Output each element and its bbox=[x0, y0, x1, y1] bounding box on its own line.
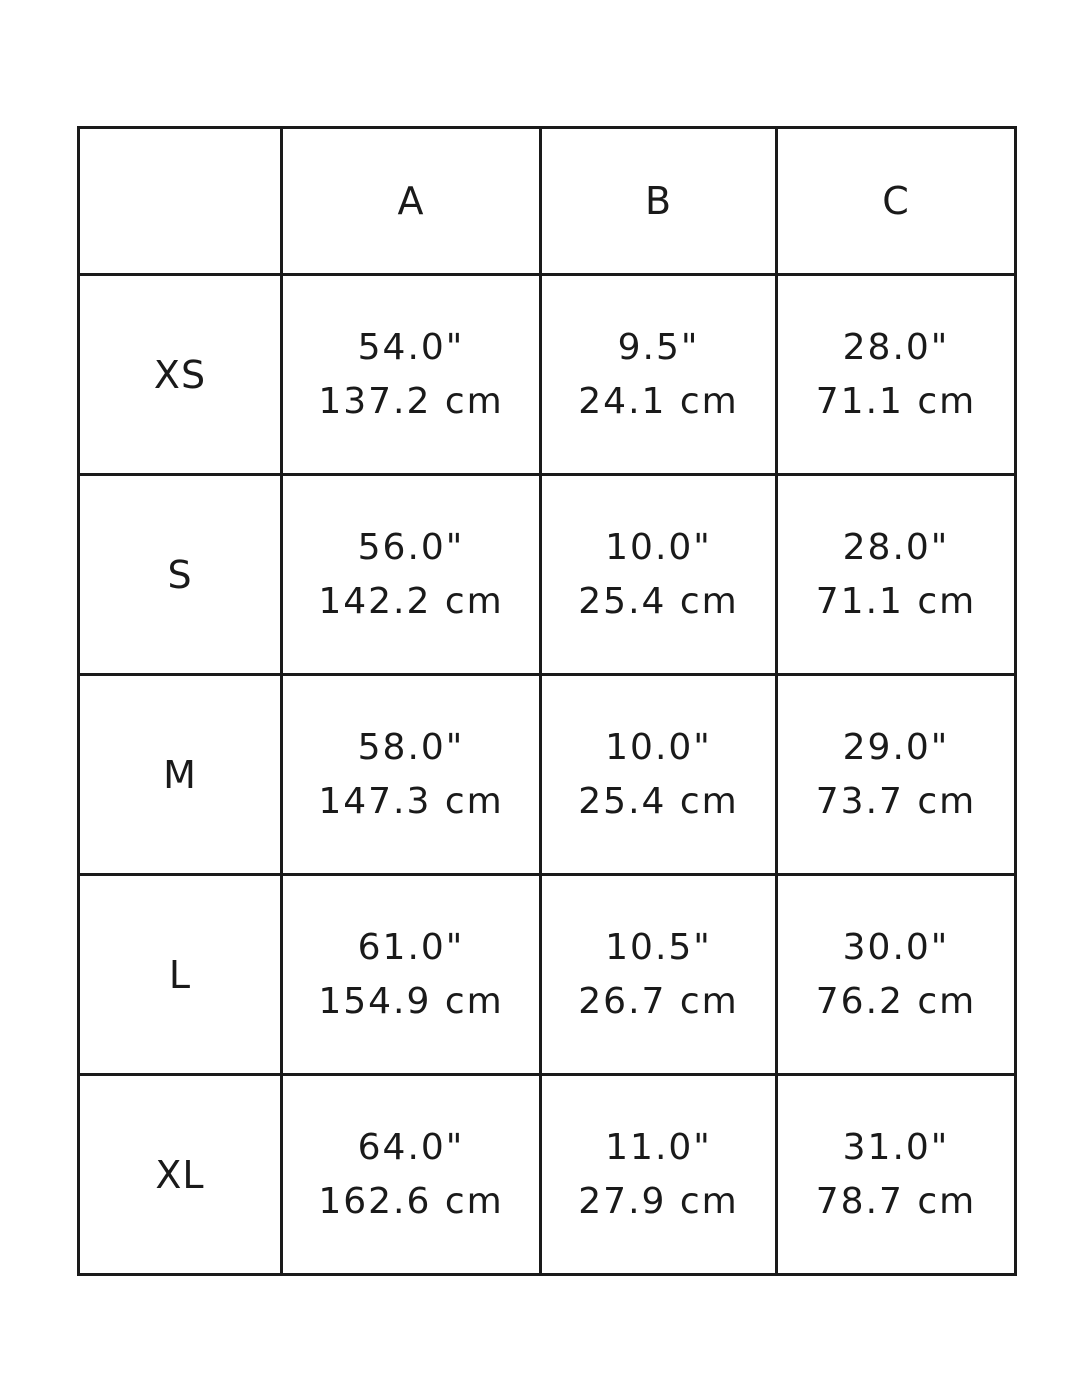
measurement-cell bbox=[282, 675, 541, 875]
size-label: L bbox=[168, 952, 192, 997]
measurement-cell bbox=[282, 475, 541, 675]
cm-value: 154.9 cm bbox=[318, 980, 504, 1022]
measurement-cell bbox=[541, 675, 777, 875]
size-label: S bbox=[167, 552, 193, 597]
measurement-cell bbox=[777, 275, 1016, 475]
cm-value: 76.2 cm bbox=[815, 980, 977, 1022]
cm-value: 25.4 cm bbox=[578, 580, 739, 622]
measurement-cell bbox=[541, 1075, 777, 1275]
size-cell bbox=[79, 675, 282, 875]
cm-value: 27.9 cm bbox=[578, 1180, 739, 1222]
header-row bbox=[79, 128, 1016, 275]
size-cell bbox=[79, 1075, 282, 1275]
inch-value: 61.0" bbox=[357, 926, 465, 968]
corner-cell bbox=[79, 128, 282, 275]
measurement-cell bbox=[282, 275, 541, 475]
column-header-label: B bbox=[644, 179, 673, 223]
inch-value: 56.0" bbox=[357, 526, 465, 568]
measurement-cell bbox=[541, 475, 777, 675]
measurement-cell bbox=[541, 875, 777, 1075]
cm-value: 24.1 cm bbox=[578, 380, 739, 422]
cm-value: 25.4 cm bbox=[578, 780, 739, 822]
cm-value: 26.7 cm bbox=[578, 980, 739, 1022]
column-header-label: C bbox=[882, 179, 910, 223]
measurement-cell bbox=[282, 1075, 541, 1275]
inch-value: 28.0" bbox=[842, 326, 950, 368]
cm-value: 147.3 cm bbox=[318, 780, 504, 822]
column-header-a bbox=[282, 128, 541, 275]
measurement-cell bbox=[777, 675, 1016, 875]
inch-value: 9.5" bbox=[617, 326, 700, 368]
inch-value: 30.0" bbox=[842, 926, 950, 968]
inch-value: 54.0" bbox=[357, 326, 465, 368]
measurement-cell bbox=[282, 875, 541, 1075]
size-cell bbox=[79, 475, 282, 675]
cm-value: 73.7 cm bbox=[815, 780, 977, 822]
cm-value: 137.2 cm bbox=[318, 380, 504, 422]
cm-value: 162.6 cm bbox=[318, 1180, 504, 1222]
column-header-label: A bbox=[397, 179, 425, 223]
table-row-l bbox=[79, 875, 1016, 1075]
measurement-cell bbox=[777, 1075, 1016, 1275]
inch-value: 10.0" bbox=[605, 726, 712, 768]
column-header-c bbox=[777, 128, 1016, 275]
inch-value: 29.0" bbox=[842, 726, 950, 768]
table-row-xs bbox=[79, 275, 1016, 475]
size-label: XL bbox=[155, 1152, 205, 1197]
inch-value: 28.0" bbox=[842, 526, 950, 568]
table-row-xl bbox=[79, 1075, 1016, 1275]
size-cell bbox=[79, 275, 282, 475]
inch-value: 10.0" bbox=[605, 526, 712, 568]
inch-value: 58.0" bbox=[357, 726, 465, 768]
measurement-cell bbox=[541, 275, 777, 475]
size-cell bbox=[79, 875, 282, 1075]
inch-value: 64.0" bbox=[357, 1126, 465, 1168]
table-row-m bbox=[79, 675, 1016, 875]
measurement-cell bbox=[777, 875, 1016, 1075]
table-row-s bbox=[79, 475, 1016, 675]
size-label: M bbox=[163, 752, 197, 797]
inch-value: 11.0" bbox=[605, 1126, 712, 1168]
measurement-cell bbox=[777, 475, 1016, 675]
inch-value: 31.0" bbox=[842, 1126, 950, 1168]
size-label: XS bbox=[153, 352, 207, 397]
cm-value: 71.1 cm bbox=[815, 580, 977, 622]
cm-value: 71.1 cm bbox=[815, 380, 977, 422]
size-chart-table bbox=[77, 126, 1017, 1276]
cm-value: 142.2 cm bbox=[318, 580, 504, 622]
cm-value: 78.7 cm bbox=[815, 1180, 977, 1222]
inch-value: 10.5" bbox=[605, 926, 712, 968]
column-header-b bbox=[541, 128, 777, 275]
